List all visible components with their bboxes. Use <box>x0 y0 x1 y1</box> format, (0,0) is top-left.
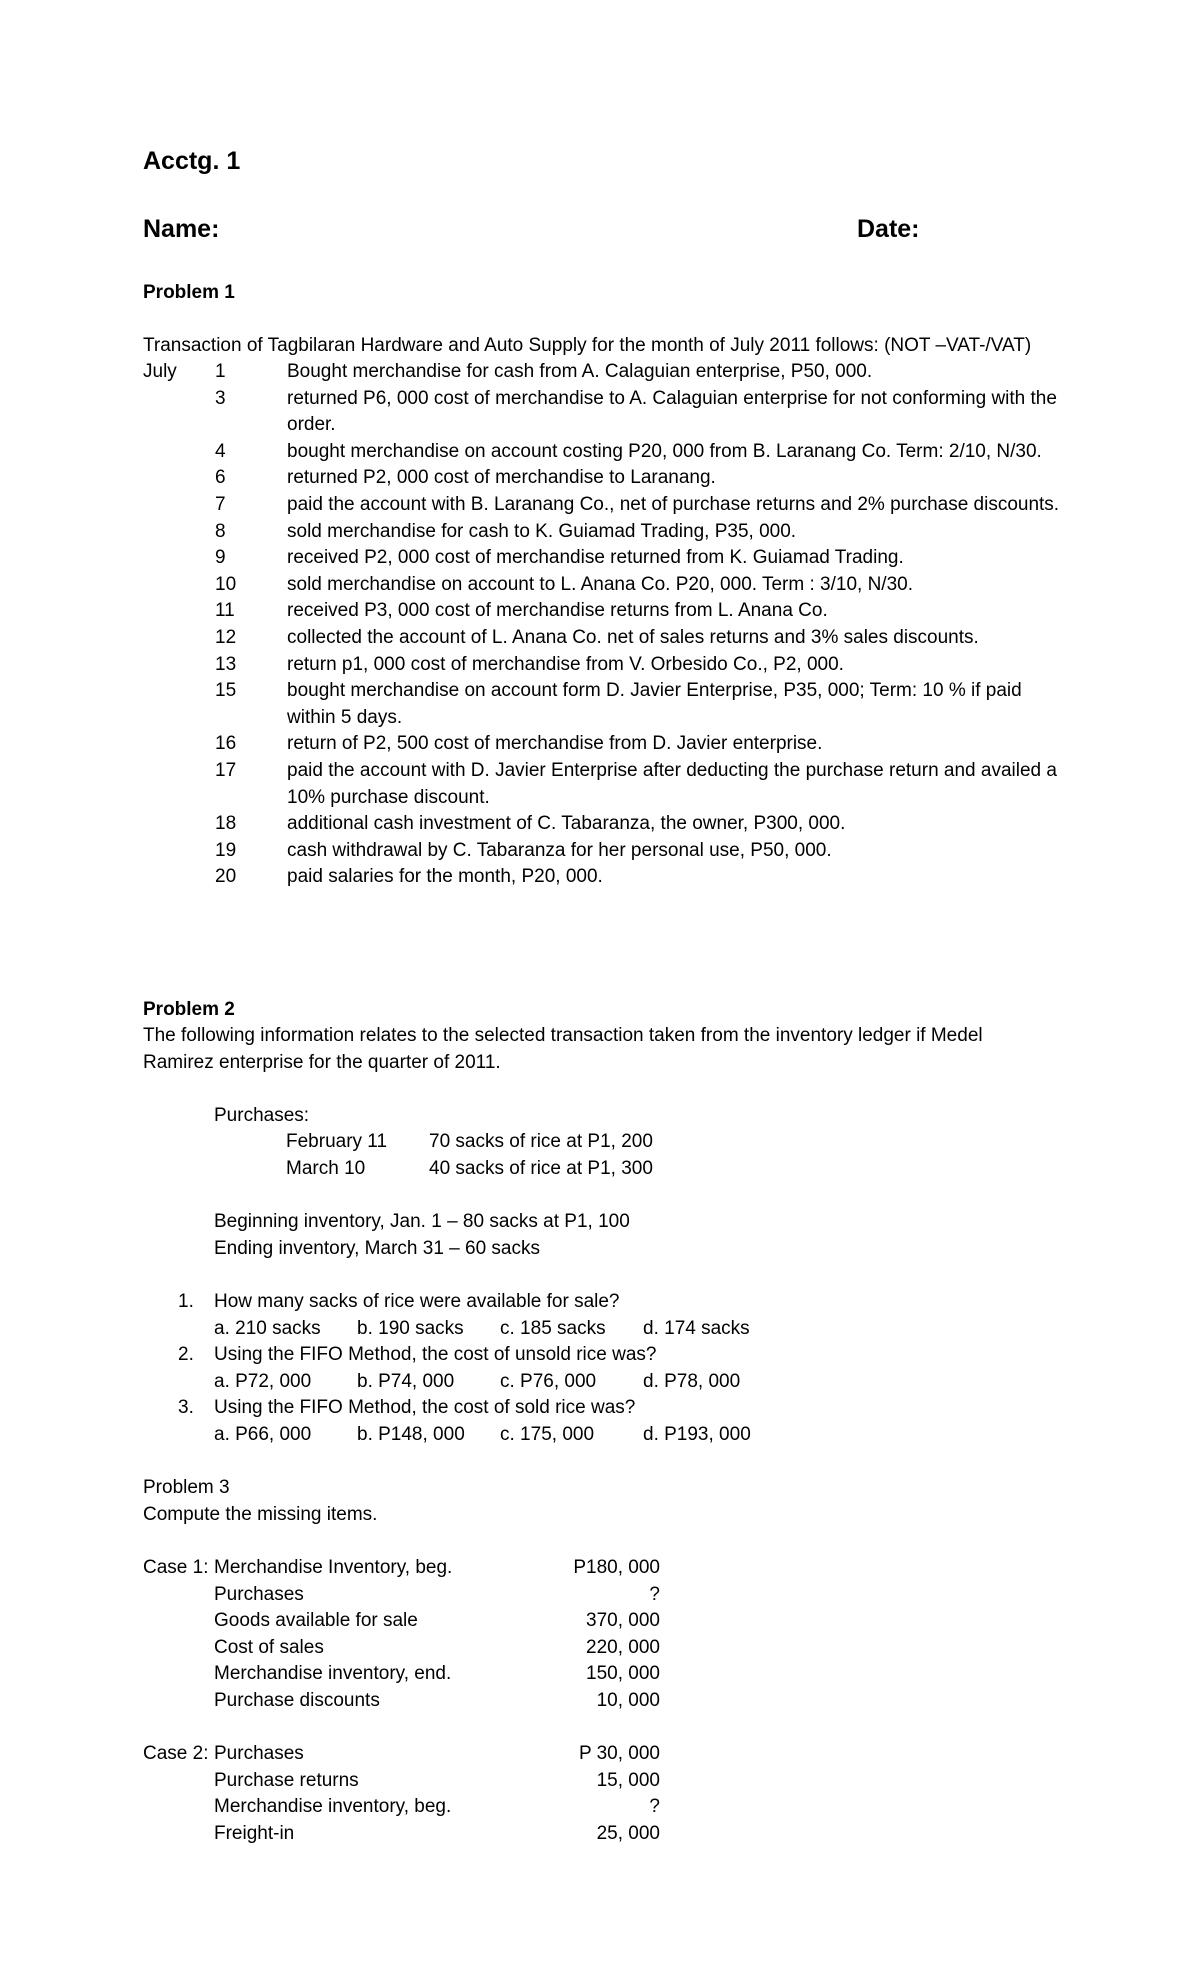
question-number: 1. <box>178 1291 194 1312</box>
transaction-text: bought merchandise on account costing P20, 000 from B. Laranang Co. Term: 2/10, N/30. <box>287 440 1042 462</box>
transaction-day: 3 <box>215 387 226 409</box>
choice: b. P74, 000 <box>357 1371 455 1392</box>
choice: c. 185 sacks <box>500 1318 606 1339</box>
transaction-day: 16 <box>215 733 237 755</box>
transaction-row <box>143 838 1073 865</box>
choice: c. P76, 000 <box>500 1371 597 1392</box>
choice: c. 175, 000 <box>500 1424 595 1445</box>
transaction-row <box>143 545 1073 572</box>
transaction-row <box>143 359 1073 386</box>
choice: a. P72, 000 <box>214 1371 312 1392</box>
case-table <box>214 1555 660 1715</box>
problem2-intro-line1: The following information relates to the selected transaction taken from the inventory ledger if Medel <box>143 1025 983 1046</box>
problem1-title: Problem 1 <box>143 282 235 303</box>
case-item: Freight-in <box>214 1822 295 1844</box>
case-item: Purchase discounts <box>214 1689 380 1711</box>
case-row <box>214 1794 660 1821</box>
case-amount: ? <box>649 1583 660 1605</box>
case-table <box>214 1741 660 1847</box>
case-row <box>214 1608 660 1635</box>
question-number: 3. <box>178 1397 194 1418</box>
case-item: Cost of sales <box>214 1636 324 1658</box>
transaction-day: 13 <box>215 653 237 675</box>
transaction-text: paid the account with B. Laranang Co., net of purchase returns and 2% purchase discounts. <box>287 493 1060 515</box>
problem2-intro-line2: Ramirez enterprise for the quarter of 2011. <box>143 1052 501 1073</box>
choice: d. 174 sacks <box>643 1318 750 1339</box>
case-item: Merchandise inventory, beg. <box>214 1796 452 1818</box>
case-row <box>214 1582 660 1609</box>
case-label: Case 2: <box>143 1743 209 1764</box>
transaction-day: 15 <box>215 680 237 702</box>
transaction-list <box>143 359 1073 891</box>
case-amount: 25, 000 <box>596 1822 660 1844</box>
transaction-row <box>143 465 1073 492</box>
transaction-text: returned P6, 000 cost of merchandise to A. Calaguian enterprise for not conforming with the order. <box>287 387 1057 436</box>
beginning-inventory: Beginning inventory, Jan. 1 – 80 sacks at P1, 100 <box>214 1211 630 1232</box>
transaction-text: return p1, 000 cost of merchandise from V. Orbesido Co., P2, 000. <box>287 653 844 675</box>
transaction-day: 10 <box>215 573 237 595</box>
purchase-date: February 11 <box>286 1131 388 1152</box>
problem1-intro: Transaction of Tagbilaran Hardware and Auto Supply for the month of July 2011 follows: (NOT –VAT-/VAT) <box>143 335 1032 356</box>
transaction-row <box>143 625 1073 652</box>
transaction-day: 18 <box>215 813 237 835</box>
transaction-day: 12 <box>215 626 237 648</box>
transaction-text: cash withdrawal by C. Tabaranza for her personal use, P50, 000. <box>287 839 832 861</box>
case-row <box>214 1741 660 1768</box>
transaction-row <box>143 811 1073 838</box>
transaction-day: 1 <box>215 361 226 382</box>
case-item: Merchandise Inventory, beg. <box>214 1557 453 1578</box>
case-amount: 15, 000 <box>596 1769 660 1791</box>
choice: d. P193, 000 <box>643 1424 751 1445</box>
transaction-text: paid salaries for the month, P20, 000. <box>287 866 603 888</box>
transaction-row <box>143 652 1073 679</box>
transaction-day: 4 <box>215 440 226 462</box>
transaction-row <box>143 572 1073 599</box>
transaction-day: 9 <box>215 547 226 569</box>
choice: d. P78, 000 <box>643 1371 741 1392</box>
transaction-row <box>143 758 1073 811</box>
transaction-day: 8 <box>215 520 226 542</box>
case-amount: 150, 000 <box>586 1663 660 1685</box>
transaction-text: sold merchandise on account to L. Anana Co. P20, 000. Term : 3/10, N/30. <box>287 573 913 595</box>
case-row <box>214 1635 660 1662</box>
transaction-text: Bought merchandise for cash from A. Calaguian enterprise, P50, 000. <box>287 361 873 382</box>
transaction-row <box>143 598 1073 625</box>
choice: b. 190 sacks <box>357 1318 464 1339</box>
case-row <box>214 1768 660 1795</box>
case-row <box>214 1821 660 1848</box>
case-amount: P180, 000 <box>573 1557 660 1578</box>
course-title: Acctg. 1 <box>143 147 241 175</box>
transaction-text: sold merchandise for cash to K. Guiamad Trading, P35, 000. <box>287 520 797 542</box>
choice: a. 210 sacks <box>214 1318 321 1339</box>
question-text: Using the FIFO Method, the cost of sold rice was? <box>214 1397 636 1418</box>
case-row <box>214 1688 660 1715</box>
transaction-row <box>143 519 1073 546</box>
case-amount: 10, 000 <box>596 1689 660 1711</box>
transaction-row <box>143 678 1073 731</box>
case-amount: ? <box>649 1796 660 1818</box>
case-amount: P 30, 000 <box>578 1743 660 1764</box>
case-item: Merchandise inventory, end. <box>214 1663 452 1685</box>
transaction-day: 19 <box>215 839 237 861</box>
problem2-title: Problem 2 <box>143 999 235 1020</box>
transaction-day: 7 <box>215 493 226 515</box>
question-text: How many sacks of rice were available for sale? <box>214 1291 620 1312</box>
purchase-detail: 40 sacks of rice at P1, 300 <box>429 1158 653 1179</box>
date-label: Date: <box>857 215 920 243</box>
problem3-title: Problem 3 <box>143 1477 230 1498</box>
question-number: 2. <box>178 1344 194 1365</box>
transaction-text: paid the account with D. Javier Enterprise after deducting the purchase return and availed a 10% purchase discount. <box>287 759 1057 808</box>
transaction-text: bought merchandise on account form D. Javier Enterprise, P35, 000; Term: 10 % if paid within 5 days. <box>287 680 1022 728</box>
purchases-label: Purchases: <box>214 1105 310 1126</box>
case-item: Purchase returns <box>214 1769 359 1791</box>
problem3-instruction: Compute the missing items. <box>143 1504 378 1525</box>
choice: b. P148, 000 <box>357 1424 465 1445</box>
purchase-detail: 70 sacks of rice at P1, 200 <box>429 1131 653 1152</box>
choice: a. P66, 000 <box>214 1424 312 1445</box>
case-item: Goods available for sale <box>214 1610 418 1632</box>
transaction-month: July <box>143 361 177 382</box>
transaction-text: returned P2, 000 cost of merchandise to Laranang. <box>287 467 716 489</box>
transaction-row <box>143 731 1073 758</box>
transaction-text: collected the account of L. Anana Co. net of sales returns and 3% sales discounts. <box>287 626 979 648</box>
case-row <box>214 1661 660 1688</box>
case-amount: 370, 000 <box>586 1610 660 1632</box>
case-item: Purchases <box>214 1583 304 1605</box>
transaction-day: 17 <box>215 759 237 781</box>
name-label: Name: <box>143 215 220 243</box>
transaction-row <box>143 386 1073 439</box>
transaction-day: 11 <box>215 600 235 622</box>
purchase-date: March 10 <box>286 1158 366 1179</box>
transaction-row <box>143 864 1073 891</box>
case-label: Case 1: <box>143 1557 209 1578</box>
case-row <box>214 1555 660 1582</box>
transaction-day: 20 <box>215 866 237 888</box>
transaction-row <box>143 492 1073 519</box>
question-text: Using the FIFO Method, the cost of unsold rice was? <box>214 1344 657 1365</box>
transaction-text: received P2, 000 cost of merchandise returned from K. Guiamad Trading. <box>287 547 904 569</box>
case-item: Purchases <box>214 1743 304 1764</box>
ending-inventory: Ending inventory, March 31 – 60 sacks <box>214 1238 540 1259</box>
transaction-row <box>143 439 1073 466</box>
case-amount: 220, 000 <box>586 1636 660 1658</box>
transaction-text: additional cash investment of C. Tabaranza, the owner, P300, 000. <box>287 813 846 835</box>
transaction-day: 6 <box>215 467 226 489</box>
transaction-text: return of P2, 500 cost of merchandise from D. Javier enterprise. <box>287 733 823 755</box>
transaction-text: received P3, 000 cost of merchandise returns from L. Anana Co. <box>287 600 828 622</box>
